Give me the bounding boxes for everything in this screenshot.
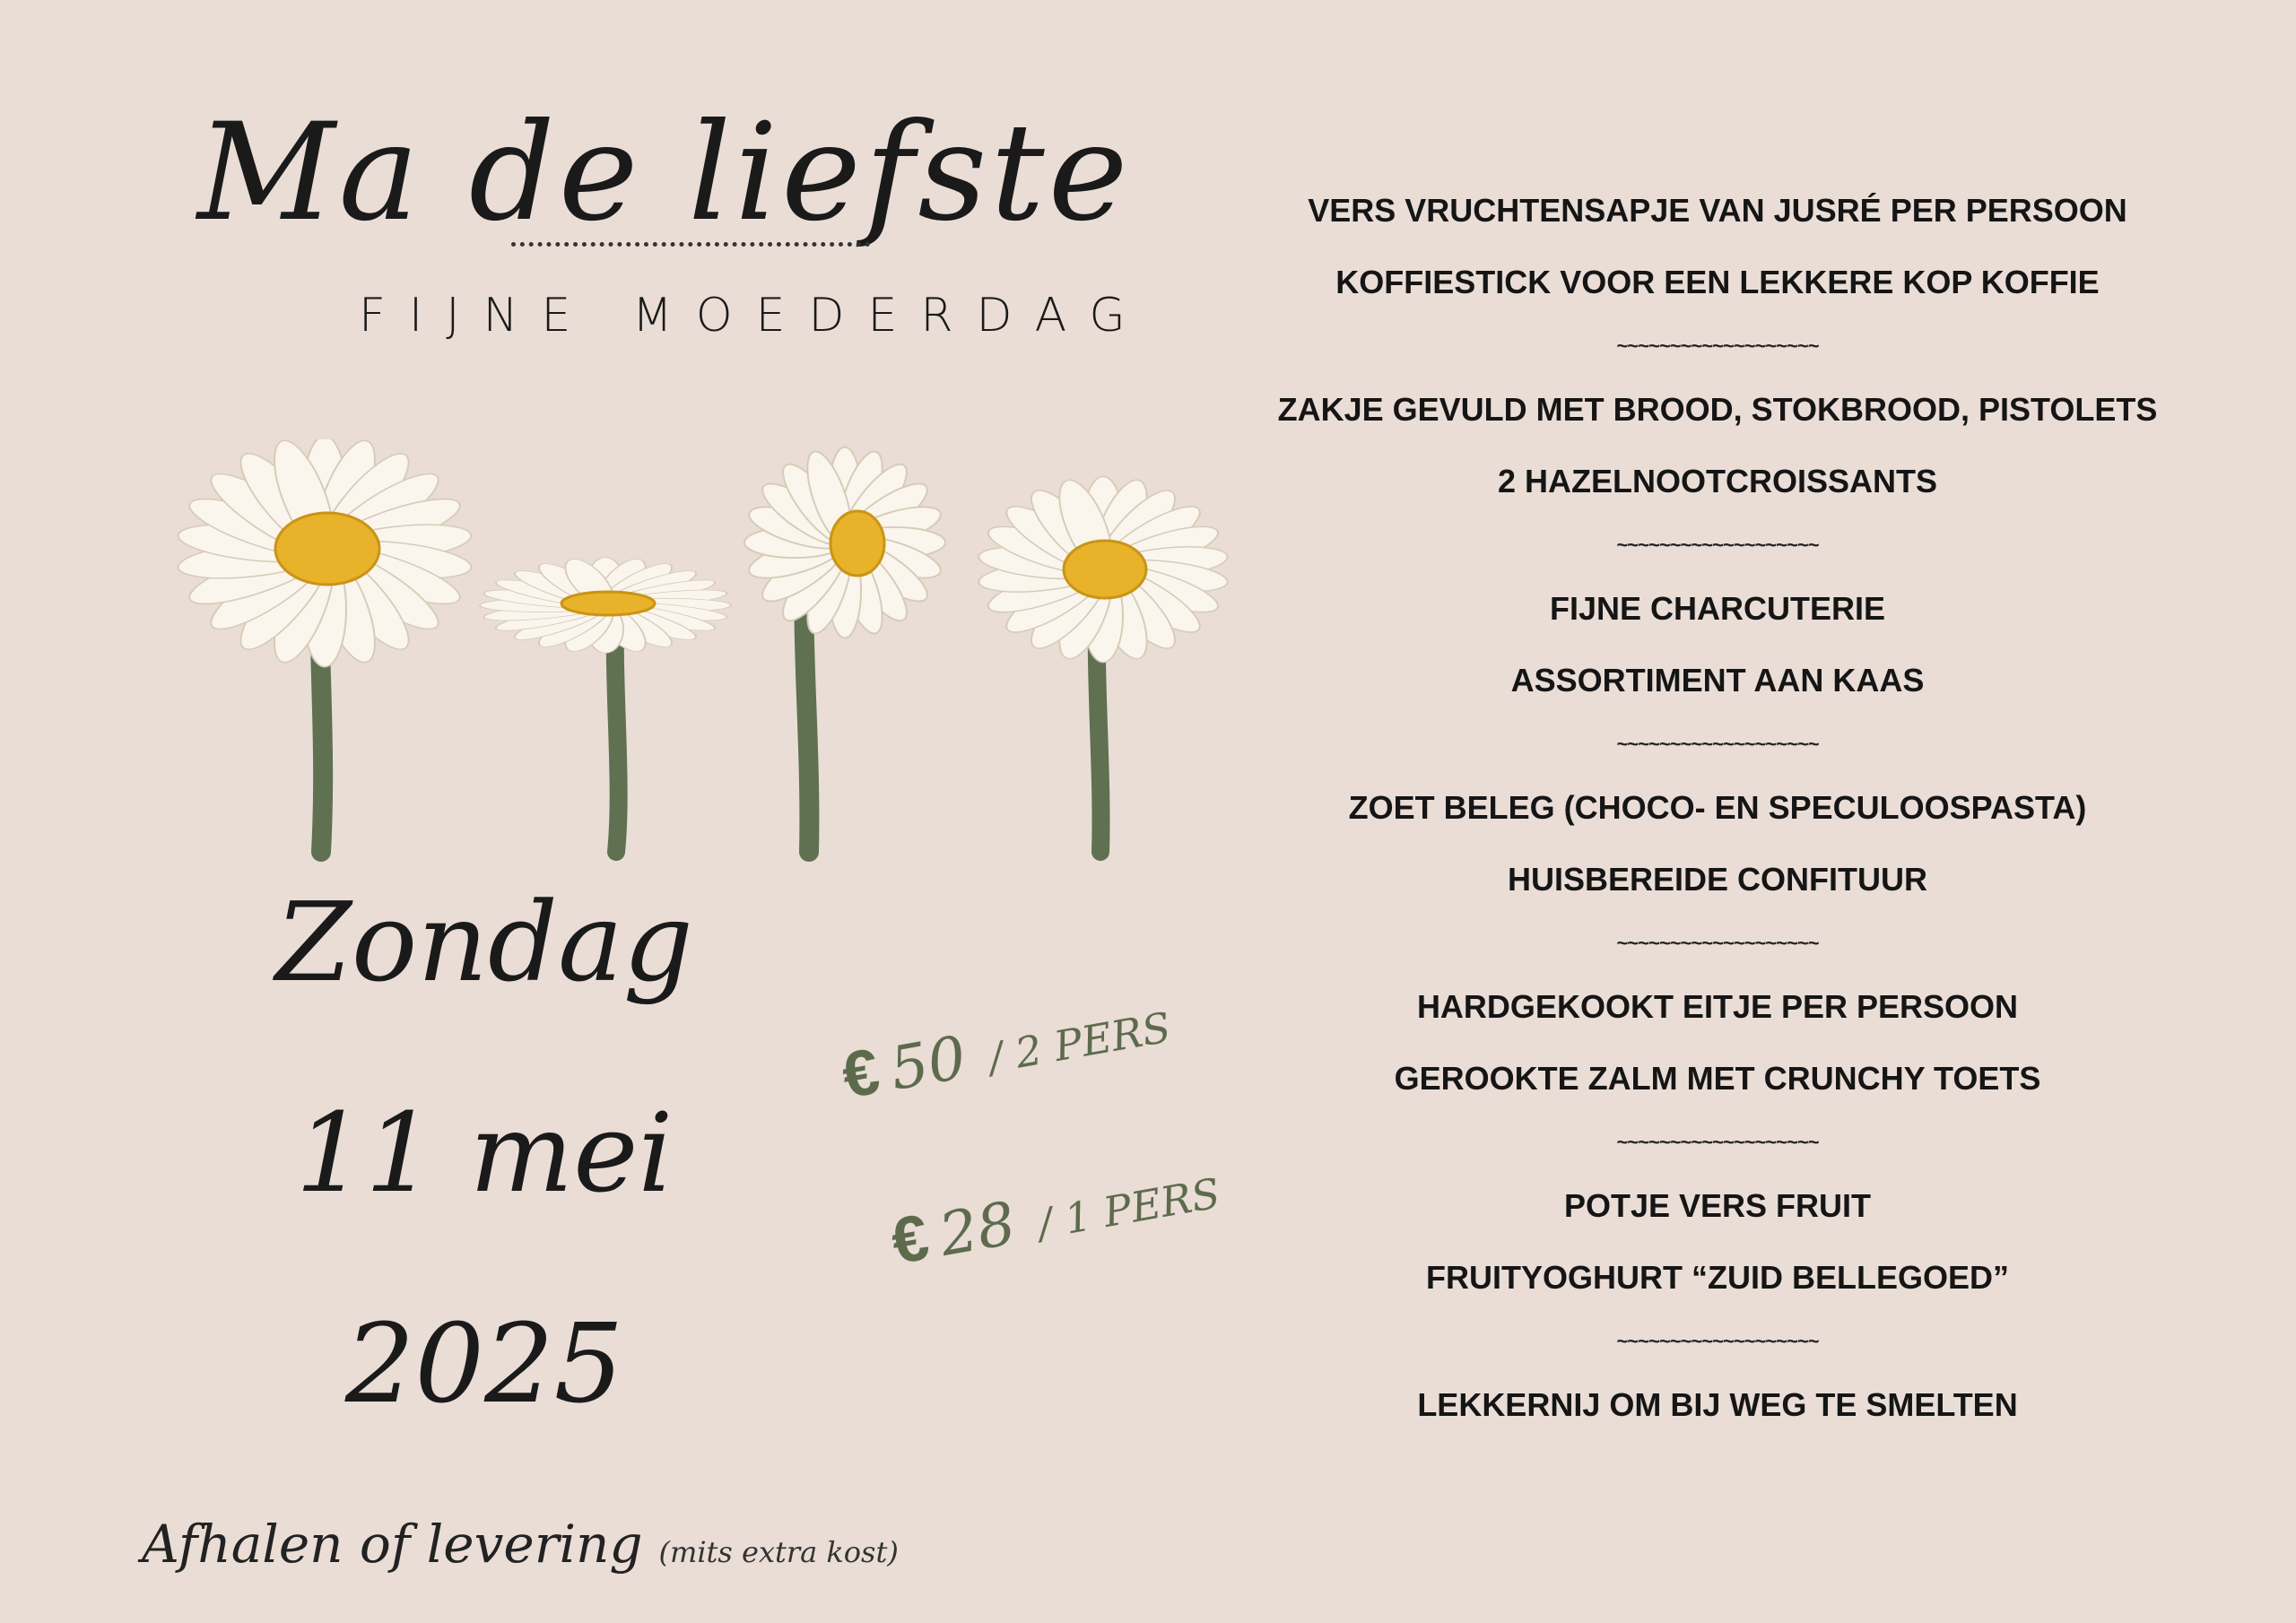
menu-item: POTJE VERS FRUIT (1563, 1187, 1872, 1224)
menu-item: LEKKERNIJ OM BIJ WEG TE SMELTEN (1417, 1386, 2018, 1423)
menu-item: FIJNE CHARCUTERIE (1549, 590, 1886, 627)
menu-item: 2 HAZELNOOTCROISSANTS (1497, 463, 1938, 499)
menu-separator: ~~~~~~~~~~~~~~~~~~~ (1616, 534, 1819, 556)
delivery-cost-note: (mits extra kost) (658, 1535, 899, 1569)
price-two-persons (837, 984, 1175, 1114)
dotted-divider (511, 242, 870, 247)
event-year: 2025 (344, 1300, 624, 1428)
price-amount: 50 (884, 1022, 971, 1105)
menu-separator: ~~~~~~~~~~~~~~~~~~~ (1616, 334, 1819, 357)
page-title: Ma de liefste (197, 95, 1132, 251)
menu-list (1238, 175, 2197, 1441)
price-amount: 28 (934, 1188, 1021, 1271)
price-unit: / 2 PERS (985, 1002, 1175, 1082)
event-date: 11 mei (295, 1089, 674, 1217)
daisy-illustration (170, 439, 1247, 870)
currency-symbol: € (837, 1035, 885, 1113)
menu-item: GEROOKTE ZALM MET CRUNCHY TOETS (1394, 1060, 2041, 1097)
delivery-text: Afhalen of levering (142, 1514, 643, 1575)
menu-item: FRUITYOGHURT “ZUID BELLEGOED” (1426, 1259, 2009, 1296)
menu-item: ASSORTIMENT AAN KAAS (1510, 662, 1925, 699)
menu-item: ZAKJE GEVULD MET BROOD, STOKBROOD, PISTOLETS (1277, 391, 2158, 428)
delivery-note (142, 1514, 899, 1575)
menu-item: HARDGEKOOKT EITJE PER PERSOON (1416, 988, 2019, 1025)
currency-symbol: € (886, 1201, 935, 1279)
daisy-4 (976, 476, 1230, 852)
menu-separator: ~~~~~~~~~~~~~~~~~~~ (1616, 733, 1819, 755)
menu-item: HUISBEREIDE CONFITUUR (1507, 861, 1928, 898)
daisy-1 (175, 439, 474, 852)
price-unit: / 1 PERS (1034, 1168, 1224, 1248)
page-subtitle: FIJNE MOEDERDAG (359, 289, 1149, 343)
price-one-person (886, 1150, 1224, 1280)
daisy-3 (744, 447, 945, 852)
menu-item: KOFFIESTICK VOOR EEN LEKKERE KOP KOFFIE (1335, 264, 2100, 300)
daisy-2 (480, 558, 732, 852)
menu-separator: ~~~~~~~~~~~~~~~~~~~ (1616, 1131, 1819, 1153)
menu-item: VERS VRUCHTENSAPJE VAN JUSRÉ PER PERSOON (1308, 192, 2127, 229)
menu-separator: ~~~~~~~~~~~~~~~~~~~ (1616, 932, 1819, 954)
event-day: Zondag (275, 879, 693, 1006)
menu-item: ZOET BELEG (CHOCO- EN SPECULOOSPASTA) (1348, 789, 2087, 826)
menu-separator: ~~~~~~~~~~~~~~~~~~~ (1616, 1330, 1819, 1352)
